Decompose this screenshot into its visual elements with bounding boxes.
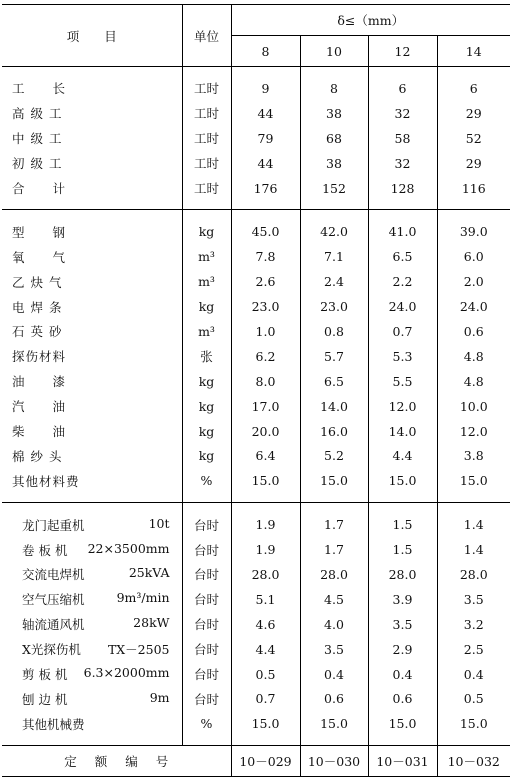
value-cell: 2.9 bbox=[368, 637, 437, 662]
item-name bbox=[2, 468, 182, 493]
value-cell: 3.5 bbox=[300, 637, 368, 662]
item-label: 氧 气 bbox=[12, 249, 67, 265]
value-cell: 23.0 bbox=[300, 294, 368, 319]
machine-cell bbox=[2, 711, 182, 736]
unit-cell: 台时 bbox=[182, 512, 231, 537]
value-cell: 44 bbox=[231, 101, 300, 126]
delta-header: δ≤（mm） bbox=[231, 5, 510, 36]
value-cell: 15.0 bbox=[368, 711, 437, 736]
unit-cell: 工时 bbox=[182, 126, 231, 151]
value-cell: 1.4 bbox=[437, 537, 510, 562]
machine-spec: 9m³/min bbox=[116, 590, 170, 606]
machinery-row bbox=[2, 612, 510, 637]
value-cell: 24.0 bbox=[437, 294, 510, 319]
value-cell: 4.6 bbox=[231, 612, 300, 637]
value-cell: 3.8 bbox=[437, 443, 510, 468]
quota-table bbox=[2, 4, 510, 777]
value-cell: 5.5 bbox=[368, 369, 437, 394]
unit-cell: m³ bbox=[182, 319, 231, 344]
item-label: 其他材料费 bbox=[12, 473, 80, 489]
machine-cell bbox=[2, 637, 182, 662]
value-cell: 15.0 bbox=[231, 468, 300, 493]
value-cell: 29 bbox=[437, 151, 510, 176]
machine-name: 空气压缩机 bbox=[22, 592, 85, 608]
value-cell: 1.5 bbox=[368, 512, 437, 537]
value-cell: 15.0 bbox=[300, 711, 368, 736]
materials-row bbox=[2, 319, 510, 344]
value-cell: 6 bbox=[368, 76, 437, 101]
item-name bbox=[2, 101, 182, 126]
machinery-row bbox=[2, 537, 510, 562]
value-cell: 1.9 bbox=[231, 537, 300, 562]
materials-row bbox=[2, 219, 510, 244]
machine-cell bbox=[2, 612, 182, 637]
value-cell: 1.7 bbox=[300, 537, 368, 562]
materials-row bbox=[2, 394, 510, 419]
unit-cell: kg bbox=[182, 419, 231, 444]
value-cell: 28.0 bbox=[437, 562, 510, 587]
value-cell: 4.8 bbox=[437, 369, 510, 394]
unit-cell: 工时 bbox=[182, 76, 231, 101]
value-cell: 79 bbox=[231, 126, 300, 151]
value-cell: 14.0 bbox=[300, 394, 368, 419]
value-cell: 2.6 bbox=[231, 269, 300, 294]
unit-cell: 台时 bbox=[182, 587, 231, 612]
value-cell: 12.0 bbox=[368, 394, 437, 419]
value-cell: 2.0 bbox=[437, 269, 510, 294]
value-cell: 15.0 bbox=[231, 711, 300, 736]
item-label: 合 计 bbox=[12, 181, 67, 196]
unit-cell: 台时 bbox=[182, 662, 231, 687]
value-cell: 4.8 bbox=[437, 344, 510, 369]
value-cell: 2.5 bbox=[437, 637, 510, 662]
machine-spec: 22×3500mm bbox=[87, 540, 170, 556]
value-cell: 0.5 bbox=[437, 686, 510, 711]
labor-row bbox=[2, 101, 510, 126]
value-cell: 44 bbox=[231, 151, 300, 176]
value-cell: 152 bbox=[300, 176, 368, 201]
unit-cell: kg bbox=[182, 294, 231, 319]
materials-row bbox=[2, 369, 510, 394]
machinery-row bbox=[2, 587, 510, 612]
unit-cell: 台时 bbox=[182, 562, 231, 587]
value-cell: 0.8 bbox=[300, 319, 368, 344]
value-cell: 23.0 bbox=[231, 294, 300, 319]
machine-cell bbox=[2, 512, 182, 537]
value-cell: 15.0 bbox=[437, 468, 510, 493]
materials-row bbox=[2, 269, 510, 294]
unit-cell: m³ bbox=[182, 244, 231, 269]
thickness-col-12: 12 bbox=[368, 36, 437, 67]
value-cell: 1.0 bbox=[231, 319, 300, 344]
labor-row bbox=[2, 76, 510, 101]
unit-cell: % bbox=[182, 468, 231, 493]
item-name bbox=[2, 76, 182, 101]
value-cell: 5.1 bbox=[231, 587, 300, 612]
quota-number-label: 定额编号 bbox=[64, 754, 187, 770]
unit-cell: kg bbox=[182, 219, 231, 244]
machine-cell bbox=[2, 537, 182, 562]
machine-name: 其他机械费 bbox=[22, 716, 85, 732]
value-cell: 28.0 bbox=[231, 562, 300, 587]
unit-cell: kg bbox=[182, 394, 231, 419]
quota-number-row bbox=[2, 746, 510, 776]
value-cell: 41.0 bbox=[368, 219, 437, 244]
value-cell: 68 bbox=[300, 126, 368, 151]
materials-row bbox=[2, 344, 510, 369]
machine-cell bbox=[2, 662, 182, 687]
unit-header: 单位 bbox=[182, 5, 231, 67]
value-cell: 0.5 bbox=[231, 662, 300, 687]
unit-cell: 张 bbox=[182, 344, 231, 369]
machinery-row bbox=[2, 637, 510, 662]
value-cell: 1.4 bbox=[437, 512, 510, 537]
value-cell: 45.0 bbox=[231, 219, 300, 244]
header-row-1 bbox=[2, 5, 510, 36]
value-cell: 2.4 bbox=[300, 269, 368, 294]
item-label: 工 长 bbox=[12, 81, 67, 97]
value-cell: 6.0 bbox=[437, 244, 510, 269]
value-cell: 0.7 bbox=[231, 686, 300, 711]
unit-cell: kg bbox=[182, 443, 231, 468]
value-cell: 5.7 bbox=[300, 344, 368, 369]
item-name bbox=[2, 394, 182, 419]
value-cell: 7.8 bbox=[231, 244, 300, 269]
machine-spec: 10t bbox=[148, 515, 170, 531]
unit-cell: 工时 bbox=[182, 151, 231, 176]
value-cell: 42.0 bbox=[300, 219, 368, 244]
machinery-row bbox=[2, 686, 510, 711]
value-cell: 4.4 bbox=[231, 637, 300, 662]
item-name bbox=[2, 126, 182, 151]
value-cell: 38 bbox=[300, 151, 368, 176]
value-cell: 20.0 bbox=[231, 419, 300, 444]
unit-cell: 工时 bbox=[182, 176, 231, 201]
value-cell: 3.2 bbox=[437, 612, 510, 637]
value-cell: 32 bbox=[368, 151, 437, 176]
value-cell: 16.0 bbox=[300, 419, 368, 444]
machinery-row bbox=[2, 662, 510, 687]
value-cell: 2.2 bbox=[368, 269, 437, 294]
item-header: 项 目 bbox=[66, 28, 117, 44]
value-cell: 0.4 bbox=[437, 662, 510, 687]
machine-name: 龙门起重机 bbox=[22, 517, 85, 533]
value-cell: 0.6 bbox=[300, 686, 368, 711]
unit-cell: % bbox=[182, 711, 231, 736]
value-cell: 8.0 bbox=[231, 369, 300, 394]
item-name bbox=[2, 443, 182, 468]
value-cell: 6.5 bbox=[300, 369, 368, 394]
machine-name: 交流电焊机 bbox=[22, 567, 85, 583]
machinery-row bbox=[2, 711, 510, 736]
value-cell: 14.0 bbox=[368, 419, 437, 444]
materials-row bbox=[2, 468, 510, 493]
machine-spec: TX－2505 bbox=[107, 642, 170, 658]
value-cell: 8 bbox=[300, 76, 368, 101]
value-cell: 5.2 bbox=[300, 443, 368, 468]
value-cell: 4.5 bbox=[300, 587, 368, 612]
item-label: 探伤材料 bbox=[12, 349, 67, 365]
item-label: 高 级 工 bbox=[12, 106, 63, 122]
machine-spec: 6.3×2000mm bbox=[83, 665, 170, 681]
materials-row bbox=[2, 443, 510, 468]
unit-cell: m³ bbox=[182, 269, 231, 294]
machine-name: 剪 板 机 bbox=[22, 667, 68, 683]
value-cell: 176 bbox=[231, 176, 300, 201]
value-cell: 39.0 bbox=[437, 219, 510, 244]
unit-cell: 台时 bbox=[182, 686, 231, 711]
item-label: 型 钢 bbox=[12, 224, 67, 240]
value-cell: 6 bbox=[437, 76, 510, 101]
machine-spec: 9m bbox=[149, 689, 170, 705]
value-cell: 3.9 bbox=[368, 587, 437, 612]
value-cell: 1.9 bbox=[231, 512, 300, 537]
value-cell: 6.4 bbox=[231, 443, 300, 468]
value-cell: 4.0 bbox=[300, 612, 368, 637]
labor-row bbox=[2, 176, 510, 201]
value-cell: 15.0 bbox=[368, 468, 437, 493]
labor-row bbox=[2, 151, 510, 176]
value-cell: 0.6 bbox=[437, 319, 510, 344]
item-label: 乙 炔 气 bbox=[12, 274, 63, 290]
value-cell: 10.0 bbox=[437, 394, 510, 419]
item-name bbox=[2, 319, 182, 344]
item-name bbox=[2, 294, 182, 319]
machine-name: X光探伤机 bbox=[22, 642, 81, 658]
labor-row bbox=[2, 126, 510, 151]
value-cell: 28.0 bbox=[300, 562, 368, 587]
value-cell: 15.0 bbox=[437, 711, 510, 736]
value-cell: 6.5 bbox=[368, 244, 437, 269]
item-label: 棉 纱 头 bbox=[12, 448, 63, 464]
item-name bbox=[2, 151, 182, 176]
materials-row bbox=[2, 294, 510, 319]
value-cell: 0.4 bbox=[368, 662, 437, 687]
item-name bbox=[2, 419, 182, 444]
item-name bbox=[2, 269, 182, 294]
quota-code: 10－030 bbox=[300, 746, 368, 776]
value-cell: 28.0 bbox=[368, 562, 437, 587]
item-name bbox=[2, 176, 182, 201]
unit-cell: 台时 bbox=[182, 612, 231, 637]
value-cell: 9 bbox=[231, 76, 300, 101]
quota-code: 10－032 bbox=[437, 746, 510, 776]
item-label: 油 漆 bbox=[12, 374, 67, 390]
value-cell: 1.7 bbox=[300, 512, 368, 537]
value-cell: 5.3 bbox=[368, 344, 437, 369]
item-name bbox=[2, 219, 182, 244]
item-name bbox=[2, 244, 182, 269]
item-label: 中 级 工 bbox=[12, 131, 63, 147]
value-cell: 6.2 bbox=[231, 344, 300, 369]
value-cell: 4.4 bbox=[368, 443, 437, 468]
item-label: 石 英 砂 bbox=[12, 324, 63, 340]
item-label: 柴 油 bbox=[12, 424, 67, 440]
value-cell: 24.0 bbox=[368, 294, 437, 319]
value-cell: 0.7 bbox=[368, 319, 437, 344]
machine-name: 卷 板 机 bbox=[22, 542, 68, 558]
value-cell: 3.5 bbox=[368, 612, 437, 637]
machine-cell bbox=[2, 562, 182, 587]
machinery-row bbox=[2, 512, 510, 537]
value-cell: 128 bbox=[368, 176, 437, 201]
item-name bbox=[2, 344, 182, 369]
value-cell: 12.0 bbox=[437, 419, 510, 444]
value-cell: 52 bbox=[437, 126, 510, 151]
unit-cell: 工时 bbox=[182, 101, 231, 126]
value-cell: 7.1 bbox=[300, 244, 368, 269]
machine-name: 刨 边 机 bbox=[22, 691, 68, 707]
item-label: 汽 油 bbox=[12, 399, 67, 415]
machine-name: 轴流通风机 bbox=[22, 617, 85, 633]
unit-cell: kg bbox=[182, 369, 231, 394]
item-label: 电 焊 条 bbox=[12, 299, 63, 315]
value-cell: 0.4 bbox=[300, 662, 368, 687]
thickness-col-14: 14 bbox=[437, 36, 510, 67]
unit-cell: 台时 bbox=[182, 637, 231, 662]
machine-cell bbox=[2, 587, 182, 612]
machinery-row bbox=[2, 562, 510, 587]
thickness-col-8: 8 bbox=[231, 36, 300, 67]
materials-row bbox=[2, 244, 510, 269]
materials-row bbox=[2, 419, 510, 444]
value-cell: 38 bbox=[300, 101, 368, 126]
quota-code: 10－029 bbox=[231, 746, 300, 776]
value-cell: 1.5 bbox=[368, 537, 437, 562]
value-cell: 32 bbox=[368, 101, 437, 126]
thickness-col-10: 10 bbox=[300, 36, 368, 67]
value-cell: 58 bbox=[368, 126, 437, 151]
item-label: 初 级 工 bbox=[12, 156, 63, 172]
machine-spec: 28kW bbox=[133, 615, 170, 631]
value-cell: 17.0 bbox=[231, 394, 300, 419]
value-cell: 3.5 bbox=[437, 587, 510, 612]
quota-code: 10－031 bbox=[368, 746, 437, 776]
machine-cell bbox=[2, 686, 182, 711]
value-cell: 116 bbox=[437, 176, 510, 201]
value-cell: 15.0 bbox=[300, 468, 368, 493]
value-cell: 29 bbox=[437, 101, 510, 126]
unit-cell: 台时 bbox=[182, 537, 231, 562]
machine-spec: 25kVA bbox=[128, 565, 170, 581]
value-cell: 0.6 bbox=[368, 686, 437, 711]
item-name bbox=[2, 369, 182, 394]
